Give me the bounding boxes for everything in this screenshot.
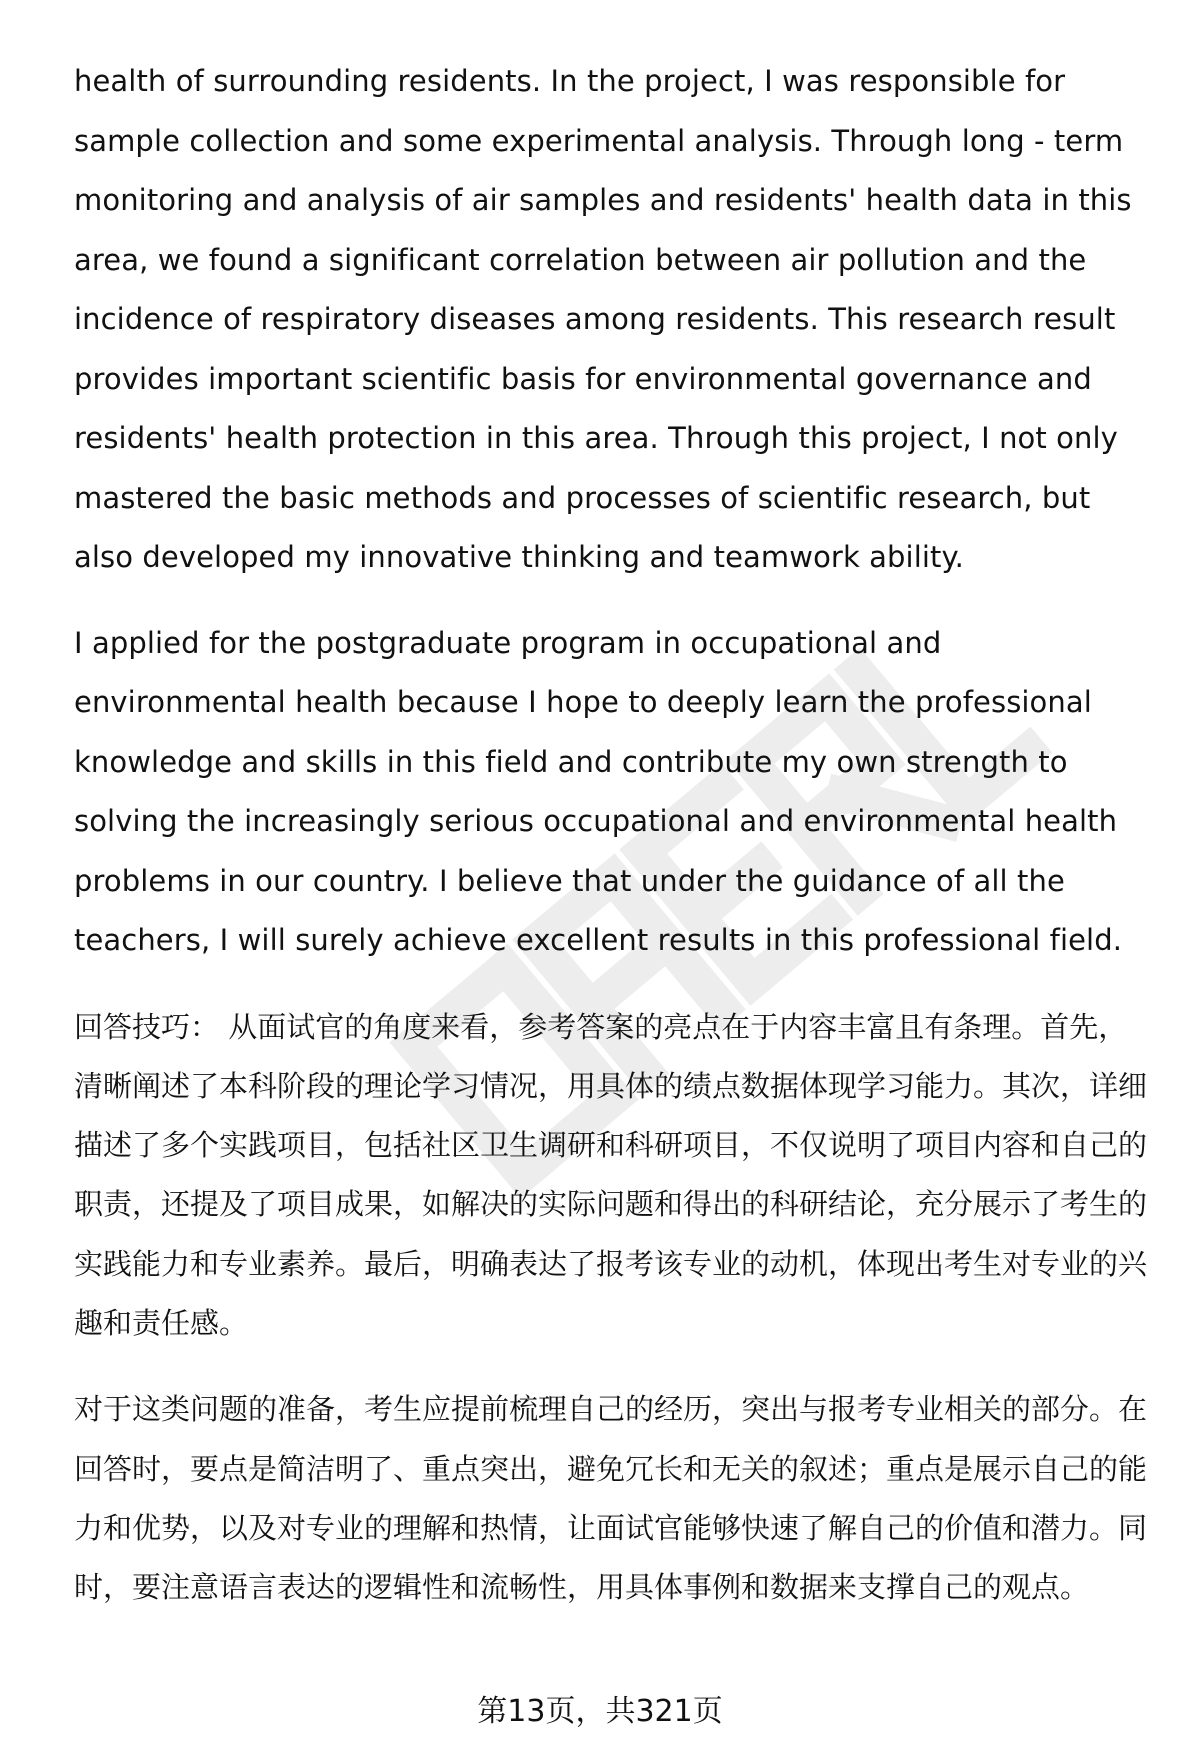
- page-number-footer: 第13页，共321页: [477, 1694, 723, 1729]
- paragraph-answer-tips: 回答技巧： 从面试官的角度来看，参考答案的亮点在于内容丰富且有条理。首先，清晰阐述了本科阶段的理论学习情况，用具体的绩点数据体现学习能力。其次，详细描述了多个实践项目，包括社区卫生调研和科研项目，不仅说明了项目内容和自己的职责，还提及了项目成果，如解决的实际问题和得出的科研结论，充分展示了考生的实践能力和专业素养。最后，明确表达了报考该专业的动机，体现出考生对专业的兴趣和责任感。: [74, 1009, 1148, 1340]
- document-body: [74, 52, 1154, 1617]
- paragraph-application-motivation: I applied for the postgraduate program in occupational and environmental health because I hope to deeply learn the professional knowledge and skills in this field and contribute my own strength to solving the increasingly serious occupational and environmental health problems in our country. I believe that under the guidance of all the teachers, I will surely achieve excellent results in this professional field.: [74, 625, 1123, 957]
- paragraph-research-project: health of surrounding residents. In the project, I was responsible for sample collection and some experimental analysis. Through long - term monitoring and analysis of air samples and residents' health data in this area, we found a significant correlation between air pollution and the incidence of respiratory diseases among residents. This research result provides important scientific basis for environmental governance and residents' health protection in this area. Through this project, I not only mastered the basic methods and processes of scientific research, but also developed my innovative thinking and teamwork ability.: [74, 64, 1132, 574]
- paragraph-preparation-advice: 对于这类问题的准备，考生应提前梳理自己的经历，突出与报考专业相关的部分。在回答时，要点是简洁明了、重点突出，避免冗长和无关的叙述；重点是展示自己的能力和优势，以及对专业的理解和热情，让面试官能够快速了解自己的价值和潜力。同时，要注意语言表达的逻辑性和流畅性，用具体事例和数据来支撑自己的观点。: [74, 1392, 1148, 1605]
